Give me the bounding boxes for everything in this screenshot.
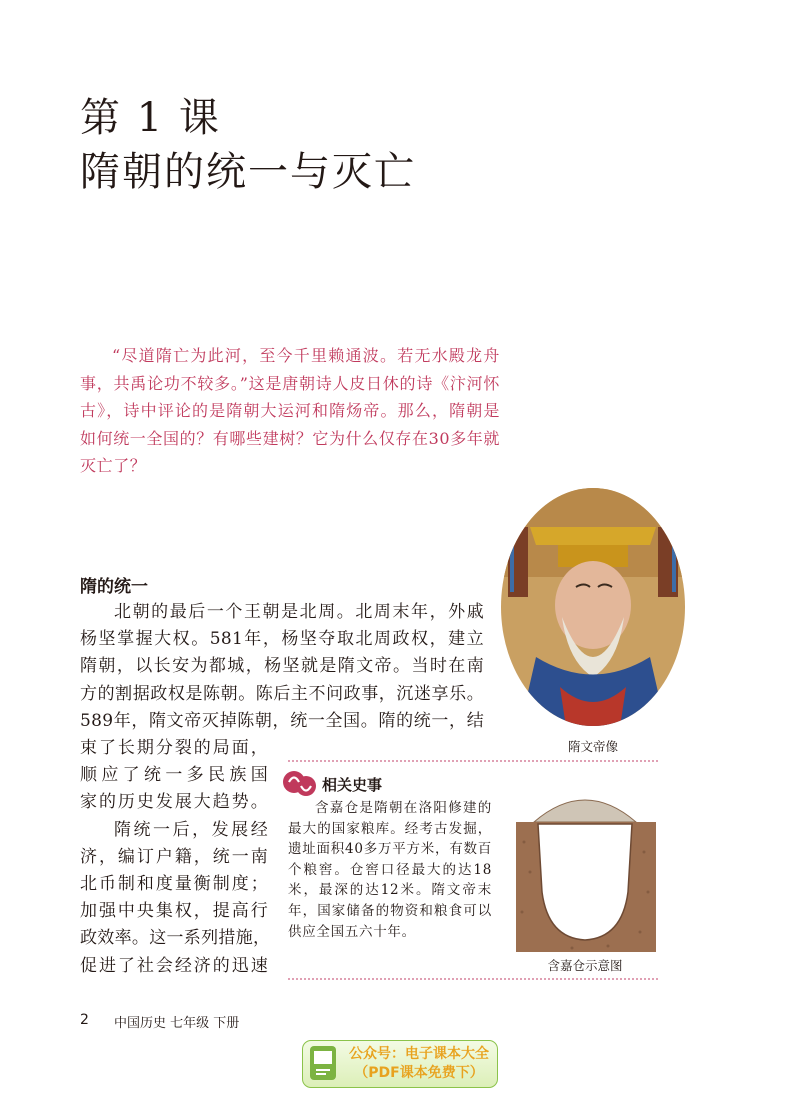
- body-line: 顺应了统一多民族国: [80, 765, 268, 786]
- body-line: 隋统一后，发展经: [114, 819, 268, 840]
- emperor-wen-portrait: [500, 487, 686, 727]
- lesson-number: 第 1 课: [80, 95, 221, 141]
- body-line: 政效率。这一系列措施，: [80, 928, 271, 949]
- body-line: 隋朝，以长安为都城，杨坚就是隋文帝。当时在南: [80, 656, 484, 677]
- section-heading: 隋的统一: [80, 577, 148, 597]
- watermark-banner: [302, 1040, 498, 1088]
- body-line: 济，编订户籍，统一南: [80, 846, 268, 867]
- dotted-divider-top: [288, 760, 658, 762]
- sidebar-body: 含嘉仓是隋朝在洛阳修建的最大的国家粮库。经考古发掘，遗址面积40多万平方米，有数百个粮窖。仓窖口径最大的达18米，最深的达12米。隋文帝末年，国家储备的物资和粮食可以供应全国五六十年。: [288, 800, 492, 940]
- page-number: 2: [80, 1012, 89, 1028]
- body-line: 方的割据政权是陈朝。陈后主不问政事，沉迷享乐。: [80, 683, 484, 704]
- related-history-box: [288, 760, 658, 982]
- body-line: 北朝的最后一个王朝是北周。北周末年，外戚: [114, 602, 484, 622]
- body-paragraph-wide: [80, 599, 484, 735]
- body-line: 杨坚掌握大权。581年，杨坚夺取北周政权，建立: [80, 629, 484, 650]
- dotted-divider-bottom: [288, 978, 658, 980]
- body-line: 家的历史发展大趋势。: [80, 792, 268, 813]
- body-line: 北币制和度量衡制度；: [80, 874, 268, 895]
- body-paragraph-narrow: [80, 735, 271, 980]
- body-line: 促进了社会经济的迅速: [80, 955, 268, 976]
- portrait-caption: 隋文帝像: [567, 739, 618, 754]
- related-history-icon: [282, 768, 318, 800]
- book-logo-icon: [308, 1044, 338, 1082]
- running-title: 中国历史 七年级 下册: [114, 1016, 240, 1031]
- granary-diagram: [512, 782, 658, 958]
- body-line: 589年，隋文帝灭掉陈朝，统一全国。隋的统一，结: [80, 710, 484, 731]
- watermark-line1: 公众号：电子课本大全: [349, 1046, 489, 1062]
- watermark-line2: （PDF课本免费下）: [354, 1065, 484, 1081]
- lesson-title: 隋朝的统一与灭亡: [80, 149, 416, 195]
- granary-caption: 含嘉仓示意图: [547, 958, 623, 973]
- body-line: 束了长期分裂的局面，: [80, 738, 268, 758]
- sidebar-heading: 相关史事: [322, 776, 383, 794]
- body-line: 加强中央集权，提高行: [80, 901, 268, 922]
- intro-paragraph: “尽道隋亡为此河，至今千里赖通波。若无水殿龙舟事，共禹论功不较多。”这是唐朝诗人皮日休的诗《汴河怀古》，诗中评论的是隋朝大运河和隋炀帝。那么，隋朝是如何统一全国的？有哪些建树？它为什么仅存在30多年就灭亡了？: [80, 346, 500, 475]
